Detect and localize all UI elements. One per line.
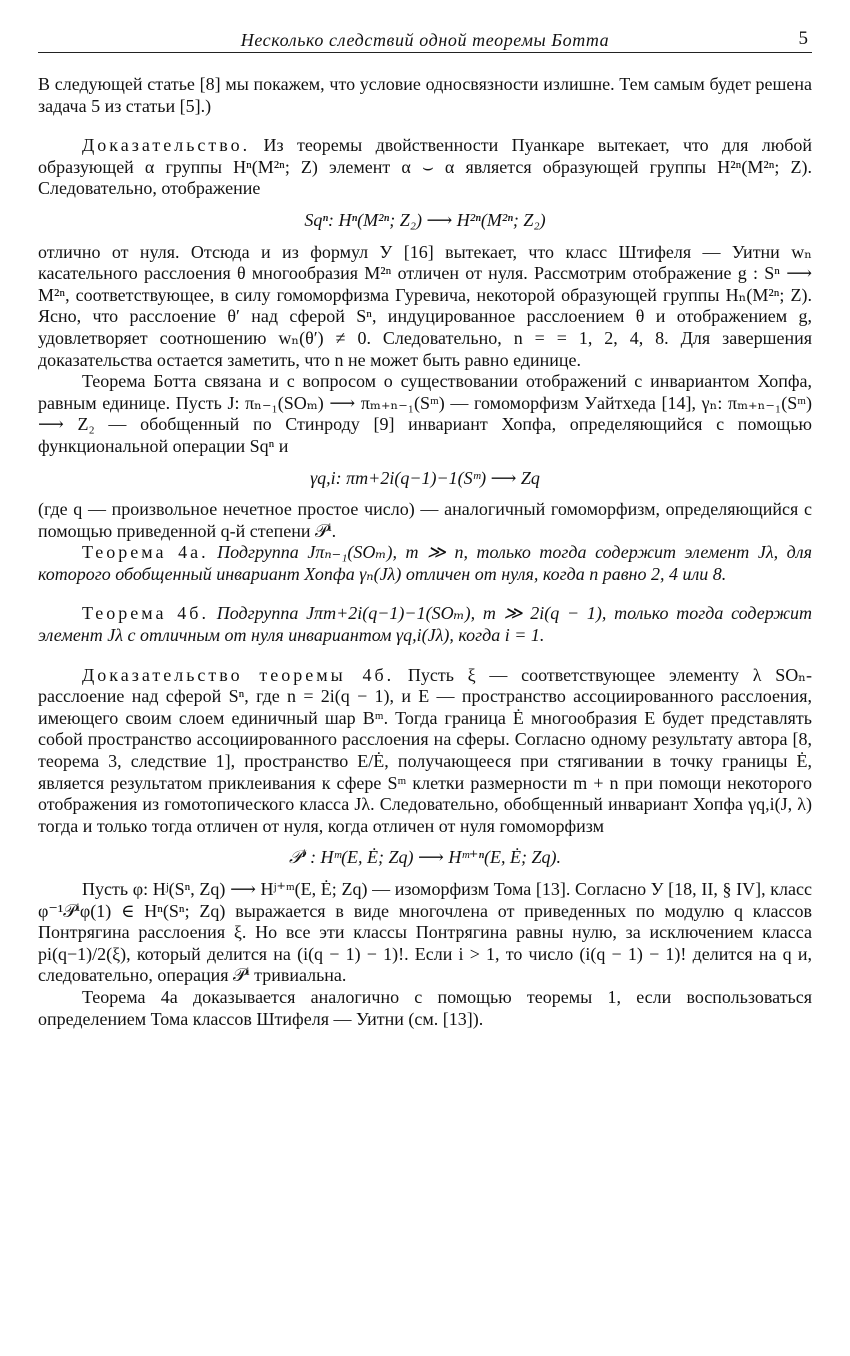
running-header [38, 26, 812, 53]
theorem-4b-lead: Теорема 4б. [82, 603, 209, 624]
proof-4b-text: Пусть ξ — соответствующее элементу λ SOₙ-расслоение над сферой Sⁿ, где n = 2i(q − 1), и E — пространство ассоциированного расслоения, имеющего своим слоем единичный шар Bᵐ. Тогда граница Ė многообразия E будет представлять собой пространство ассоциированного расслоения на сферы. Согласно одному результату автора [8, теорема 3, следствие 1], пространство E/Ė, получающееся при стягивании в точку границы Ė, является результатом приклеивания к сфере Sᵐ клетки размерности m + n при помощи некоторого отображения из гомотопического класса Jλ. Следовательно, обобщенный инвариант Хопфа γq,i(J, λ) тогда и только тогда отличен от нуля, когда отличен от нуля гомоморфизм [38, 664, 813, 836]
theorem-4a [38, 542, 812, 585]
formula-gamma: γq,i: πm+2i(q−1)−1(Sᵐ) ⟶ Zq [310, 467, 540, 488]
paragraph-stiefel: отлично от нуля. Отсюда и из формул У [16] вытекает, что класс Штифеля — Уитни wₙ касательного расслоения θ многообразия M²ⁿ отличен от нуля. Рассмотрим отображение g : Sⁿ ⟶ M²ⁿ, соответствующее, в силу гомоморфизма Гуревича, некоторой образующей группы Hₙ(M²ⁿ; Z). Ясно, что расслоение θ′ над сферой Sⁿ, индуцированное расслоением θ и отображением g, удовлетворяет соотношению wₙ(θ′) ≠ 0. Следовательно, n = = 1, 2, 4, 8. Для завершения доказательства остается заметить, что n не может быть равно единице. [38, 241, 812, 370]
paragraph-final: Теорема 4а доказывается аналогично с помощью теоремы 1, если воспользоваться определением Тома классов Штифеля — Уитни (см. [13]). [38, 986, 812, 1029]
paragraph-where-q: (где q — произвольное нечетное простое число) — аналогичный гомоморфизм, определяющийся с помощью приведенной q-й степени 𝒫ⁱ. [38, 499, 812, 541]
proof-text: Из теоремы двойственности Пуанкаре вытекает, что для любой образующей α группы Hⁿ(M²ⁿ; Z) элемент α ⌣ α является образующей группы H²ⁿ(M²ⁿ; Z). Следовательно, отображение [38, 135, 812, 199]
running-title: Несколько следствий одной теоремы Ботта [240, 30, 610, 50]
page-body [38, 74, 812, 1030]
proof-4b-lead: Доказательство теоремы 4б. [82, 664, 395, 685]
page-number: 5 [798, 28, 808, 49]
theorem-4a-text: Подгруппа Jπₙ₋₁(SOₘ), m ≫ n, только тогда содержит элемент Jλ, для которого обобщенный инвариант Хопфа γₙ(Jλ) отличен от нуля, когда n равно 2, 4 или 8. [38, 542, 812, 584]
paragraph-thom: Пусть φ: Hʲ(Sⁿ, Zq) ⟶ Hʲ⁺ᵐ(E, Ė; Zq) — изоморфизм Тома [13]. Согласно У [18, II, § IV], класс φ⁻¹𝒫ⁱφ(1) ∈ Hⁿ(Sⁿ; Zq) выражается в виде многочлена от приведенных по модулю q классов Понтрягина расслоения ξ. Но все эти классы Понтрягина равны нулю, за исключением класса pi(q−1)/2(ξ), который делится на (i(q − 1) − 1)!. Если i > 1, то число (i(q − 1) − 1)! делится на q и, следовательно, операция 𝒫ⁱ тривиальна. [38, 879, 812, 986]
formula-steenrod: 𝒫ⁱ : Hᵐ(E, Ė; Zq) ⟶ Hᵐ⁺ⁿ(E, Ė; Zq). [288, 847, 562, 868]
theorem-4b [38, 603, 812, 646]
formula-sq: Sqⁿ: Hⁿ(M²ⁿ; Z₂) ⟶ H²ⁿ(M²ⁿ; Z₂) [304, 209, 546, 230]
proof-lead: Доказательство. [82, 135, 251, 156]
paragraph-proof-4b [38, 665, 812, 838]
paragraph-bott: Теорема Ботта связана и с вопросом о существовании отображений с инвариантом Хопфа, равным единице. Пусть J: πₙ₋₁(SOₘ) ⟶ πₘ₊ₙ₋₁(Sᵐ) — гомоморфизм Уайтхеда [14], γₙ: πₘ₊ₙ₋₁(Sᵐ) ⟶ Z₂ — обобщенный по Стинроду [9] инвариант Хопфа, определяющийся с помощью функциональной операции Sqⁿ и [38, 371, 812, 456]
paragraph-intro: В следующей статье [8] мы покажем, что условие односвязности излишне. Тем самым будет решена задача 5 из статьи [5].) [38, 74, 812, 116]
paragraph-proof [38, 135, 812, 200]
theorem-4b-text: Подгруппа Jπm+2i(q−1)−1(SOₘ), m ≫ 2i(q − 1), только тогда содержит элемент Jλ с отличным от нуля инвариантом γq,i(Jλ), когда i = 1. [38, 603, 813, 646]
theorem-4a-lead: Теорема 4а. [82, 542, 209, 563]
